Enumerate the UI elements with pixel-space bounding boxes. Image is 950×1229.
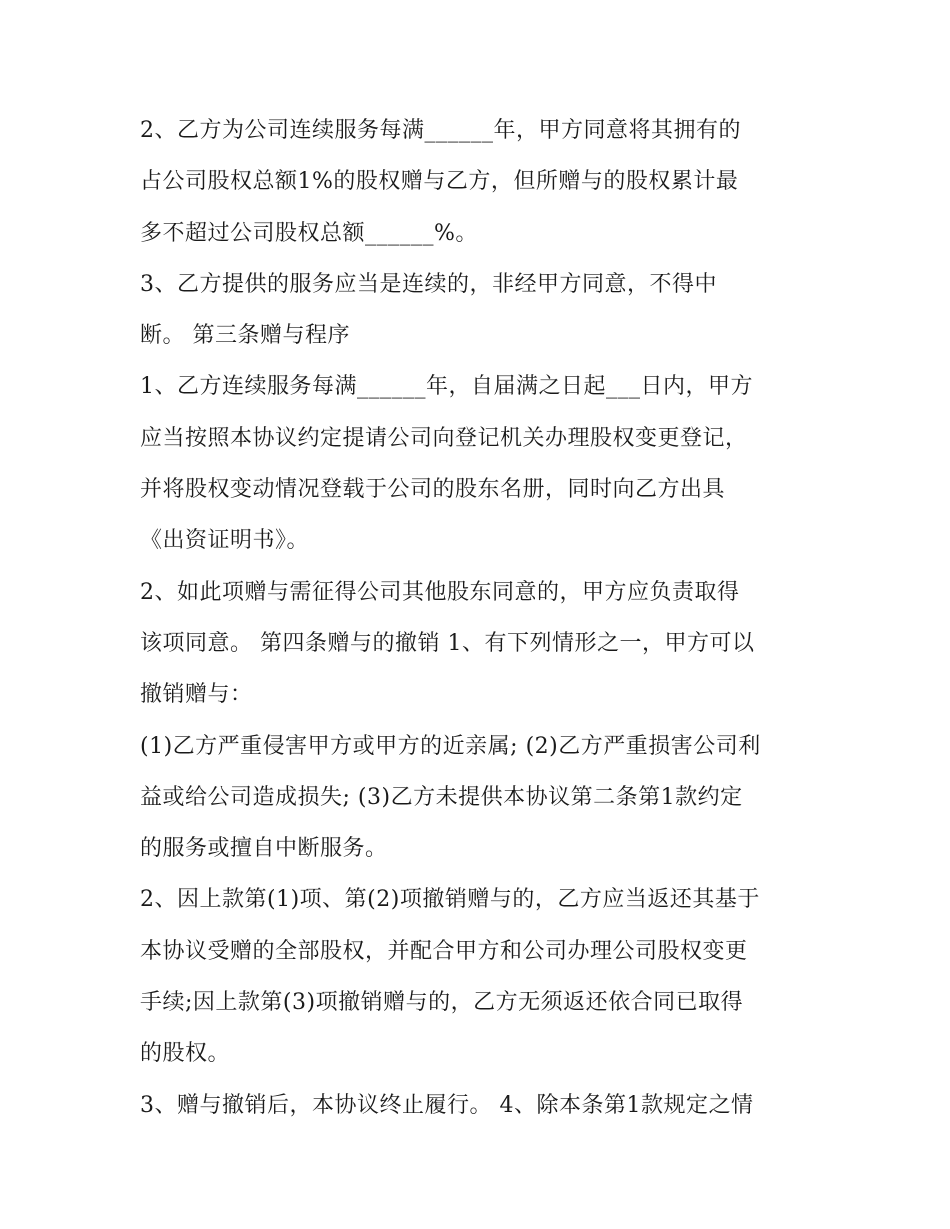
text-line: 2、如此项赠与需征得公司其他股东同意的，甲方应负责取得 bbox=[140, 579, 740, 605]
text-line: 断。 第三条赠与程序 bbox=[140, 323, 350, 349]
text-line: 1、乙方连续服务每满______年，自届满之日起___日内，甲方 bbox=[140, 374, 753, 400]
text-line: 多不超过公司股权总额______%。 bbox=[140, 220, 478, 246]
text-line: 撤销赠与： bbox=[140, 682, 253, 708]
text-line: 3、赠与撤销后，本协议终止履行。 4、除本条第1款规定之情 bbox=[140, 1092, 754, 1118]
text-line: 该项同意。 第四条赠与的撤销 1、有下列情形之一，甲方可以 bbox=[140, 630, 755, 656]
text-line: 益或给公司造成损失; (3)乙方未提供本协议第二条第1款约定 bbox=[140, 784, 743, 810]
text-line: 并将股权变动情况登载于公司的股东名册，同时向乙方出具 bbox=[140, 477, 726, 503]
text-line: 占公司股权总额1%的股权赠与乙方，但所赠与的股权累计最 bbox=[140, 169, 739, 195]
text-line: (1)乙方严重侵害甲方或甲方的近亲属; (2)乙方严重损害公司利 bbox=[140, 733, 761, 759]
text-line: 的股权。 bbox=[140, 1041, 231, 1067]
text-line: 《出资证明书》。 bbox=[140, 528, 310, 554]
text-line: 3、乙方提供的服务应当是连续的，非经甲方同意，不得中 bbox=[140, 271, 717, 297]
text-line: 的服务或擅自中断服务。 bbox=[140, 836, 388, 862]
document-body bbox=[140, 105, 820, 1131]
text-line: 2、乙方为公司连续服务每满______年，甲方同意将其拥有的 bbox=[140, 118, 741, 143]
text-line: 本协议受赠的全部股权，并配合甲方和公司办理公司股权变更 bbox=[140, 938, 748, 964]
text-line: 2、因上款第(1)项、第(2)项撤销赠与的，乙方应当返还其基于 bbox=[140, 887, 760, 913]
text-line: 应当按照本协议约定提请公司向登记机关办理股权变更登记， bbox=[140, 425, 748, 451]
text-line: 手续;因上款第(3)项撤销赠与的，乙方无须返还依合同已取得 bbox=[140, 990, 744, 1016]
